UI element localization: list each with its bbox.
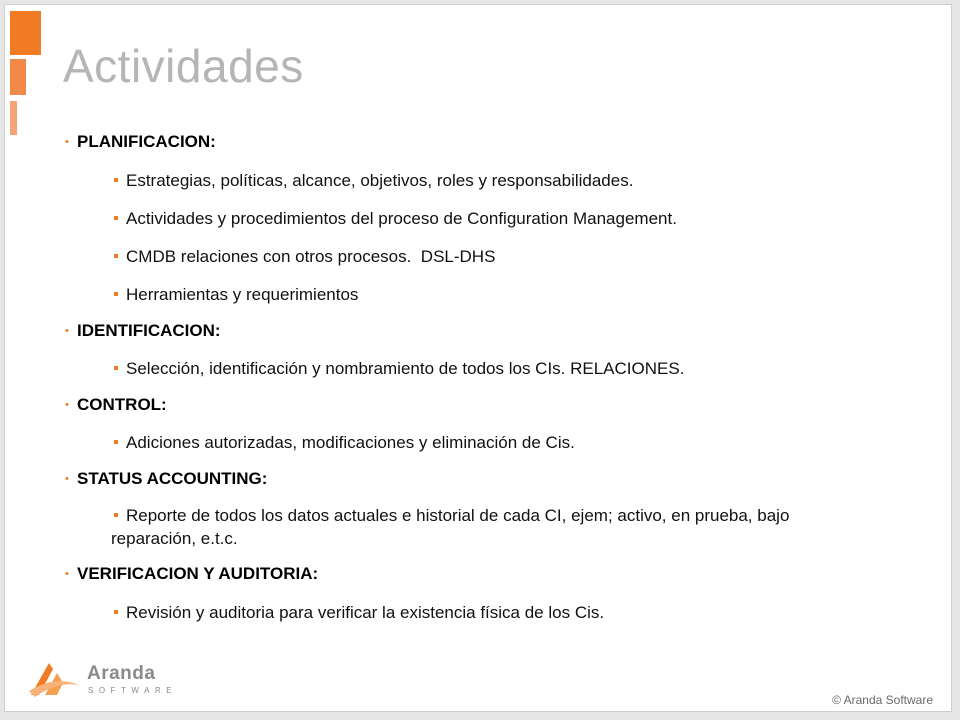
section-heading-text: VERIFICACION Y AUDITORIA: (77, 564, 319, 583)
section-heading-planificacion (63, 132, 923, 152)
list-item (111, 504, 851, 550)
list-item (111, 431, 923, 454)
copyright-text: © Aranda Software (832, 693, 933, 707)
section-heading-status-accounting (63, 469, 923, 489)
list-item (111, 601, 923, 624)
bullet-dot-icon: • (65, 473, 69, 485)
slide (4, 4, 952, 712)
logo-name: Aranda (87, 663, 156, 684)
slide-content (63, 123, 923, 624)
section-heading-identificacion (63, 321, 923, 341)
bullet-dot-icon: • (65, 136, 69, 148)
accent-bar-large (10, 11, 41, 55)
square-bullet-icon (114, 178, 118, 182)
list-item-text: CMDB relaciones con otros procesos. DSL-DHS (126, 247, 496, 266)
list-item-text: Reporte de todos los datos actuales e historial de cada CI, ejem; activo, en prueba, bajo reparación, e.t.c. (111, 506, 790, 548)
slide-title: Actividades (63, 40, 304, 92)
square-bullet-icon (114, 366, 118, 370)
square-bullet-icon (114, 254, 118, 258)
section-heading-control (63, 395, 923, 415)
aranda-logo-icon (27, 655, 85, 701)
square-bullet-icon (114, 610, 118, 614)
logo-subtitle: SOFTWARE (88, 686, 178, 695)
list-item-text: Herramientas y requerimientos (126, 285, 359, 304)
list-item (111, 357, 923, 380)
list-item (111, 283, 923, 306)
section-heading-text: CONTROL: (77, 395, 167, 414)
square-bullet-icon (114, 292, 118, 296)
list-item (111, 169, 923, 192)
list-item-text: Revisión y auditoria para verificar la existencia física de los Cis. (126, 603, 605, 622)
list-item-text: Adiciones autorizadas, modificaciones y eliminación de Cis. (126, 433, 575, 452)
list-item-text: Actividades y procedimientos del proceso de Configuration Management. (126, 209, 677, 228)
section-heading-text: IDENTIFICACION: (77, 321, 221, 340)
accent-bar-small (10, 101, 17, 135)
list-item (111, 245, 923, 268)
section-heading-text: STATUS ACCOUNTING: (77, 469, 268, 488)
bullet-dot-icon: • (65, 568, 69, 580)
square-bullet-icon (114, 216, 118, 220)
bullet-dot-icon: • (65, 399, 69, 411)
list-item-text: Selección, identificación y nombramiento de todos los CIs. RELACIONES. (126, 359, 685, 378)
square-bullet-icon (114, 513, 118, 517)
accent-bar-medium (10, 59, 26, 95)
list-item-text: Estrategias, políticas, alcance, objetivos, roles y responsabilidades. (126, 171, 634, 190)
aranda-logo (27, 655, 177, 705)
square-bullet-icon (114, 440, 118, 444)
bullet-dot-icon: • (65, 325, 69, 337)
list-item (111, 207, 923, 230)
section-heading-verificacion (63, 564, 923, 584)
section-heading-text: PLANIFICACION: (77, 132, 216, 151)
